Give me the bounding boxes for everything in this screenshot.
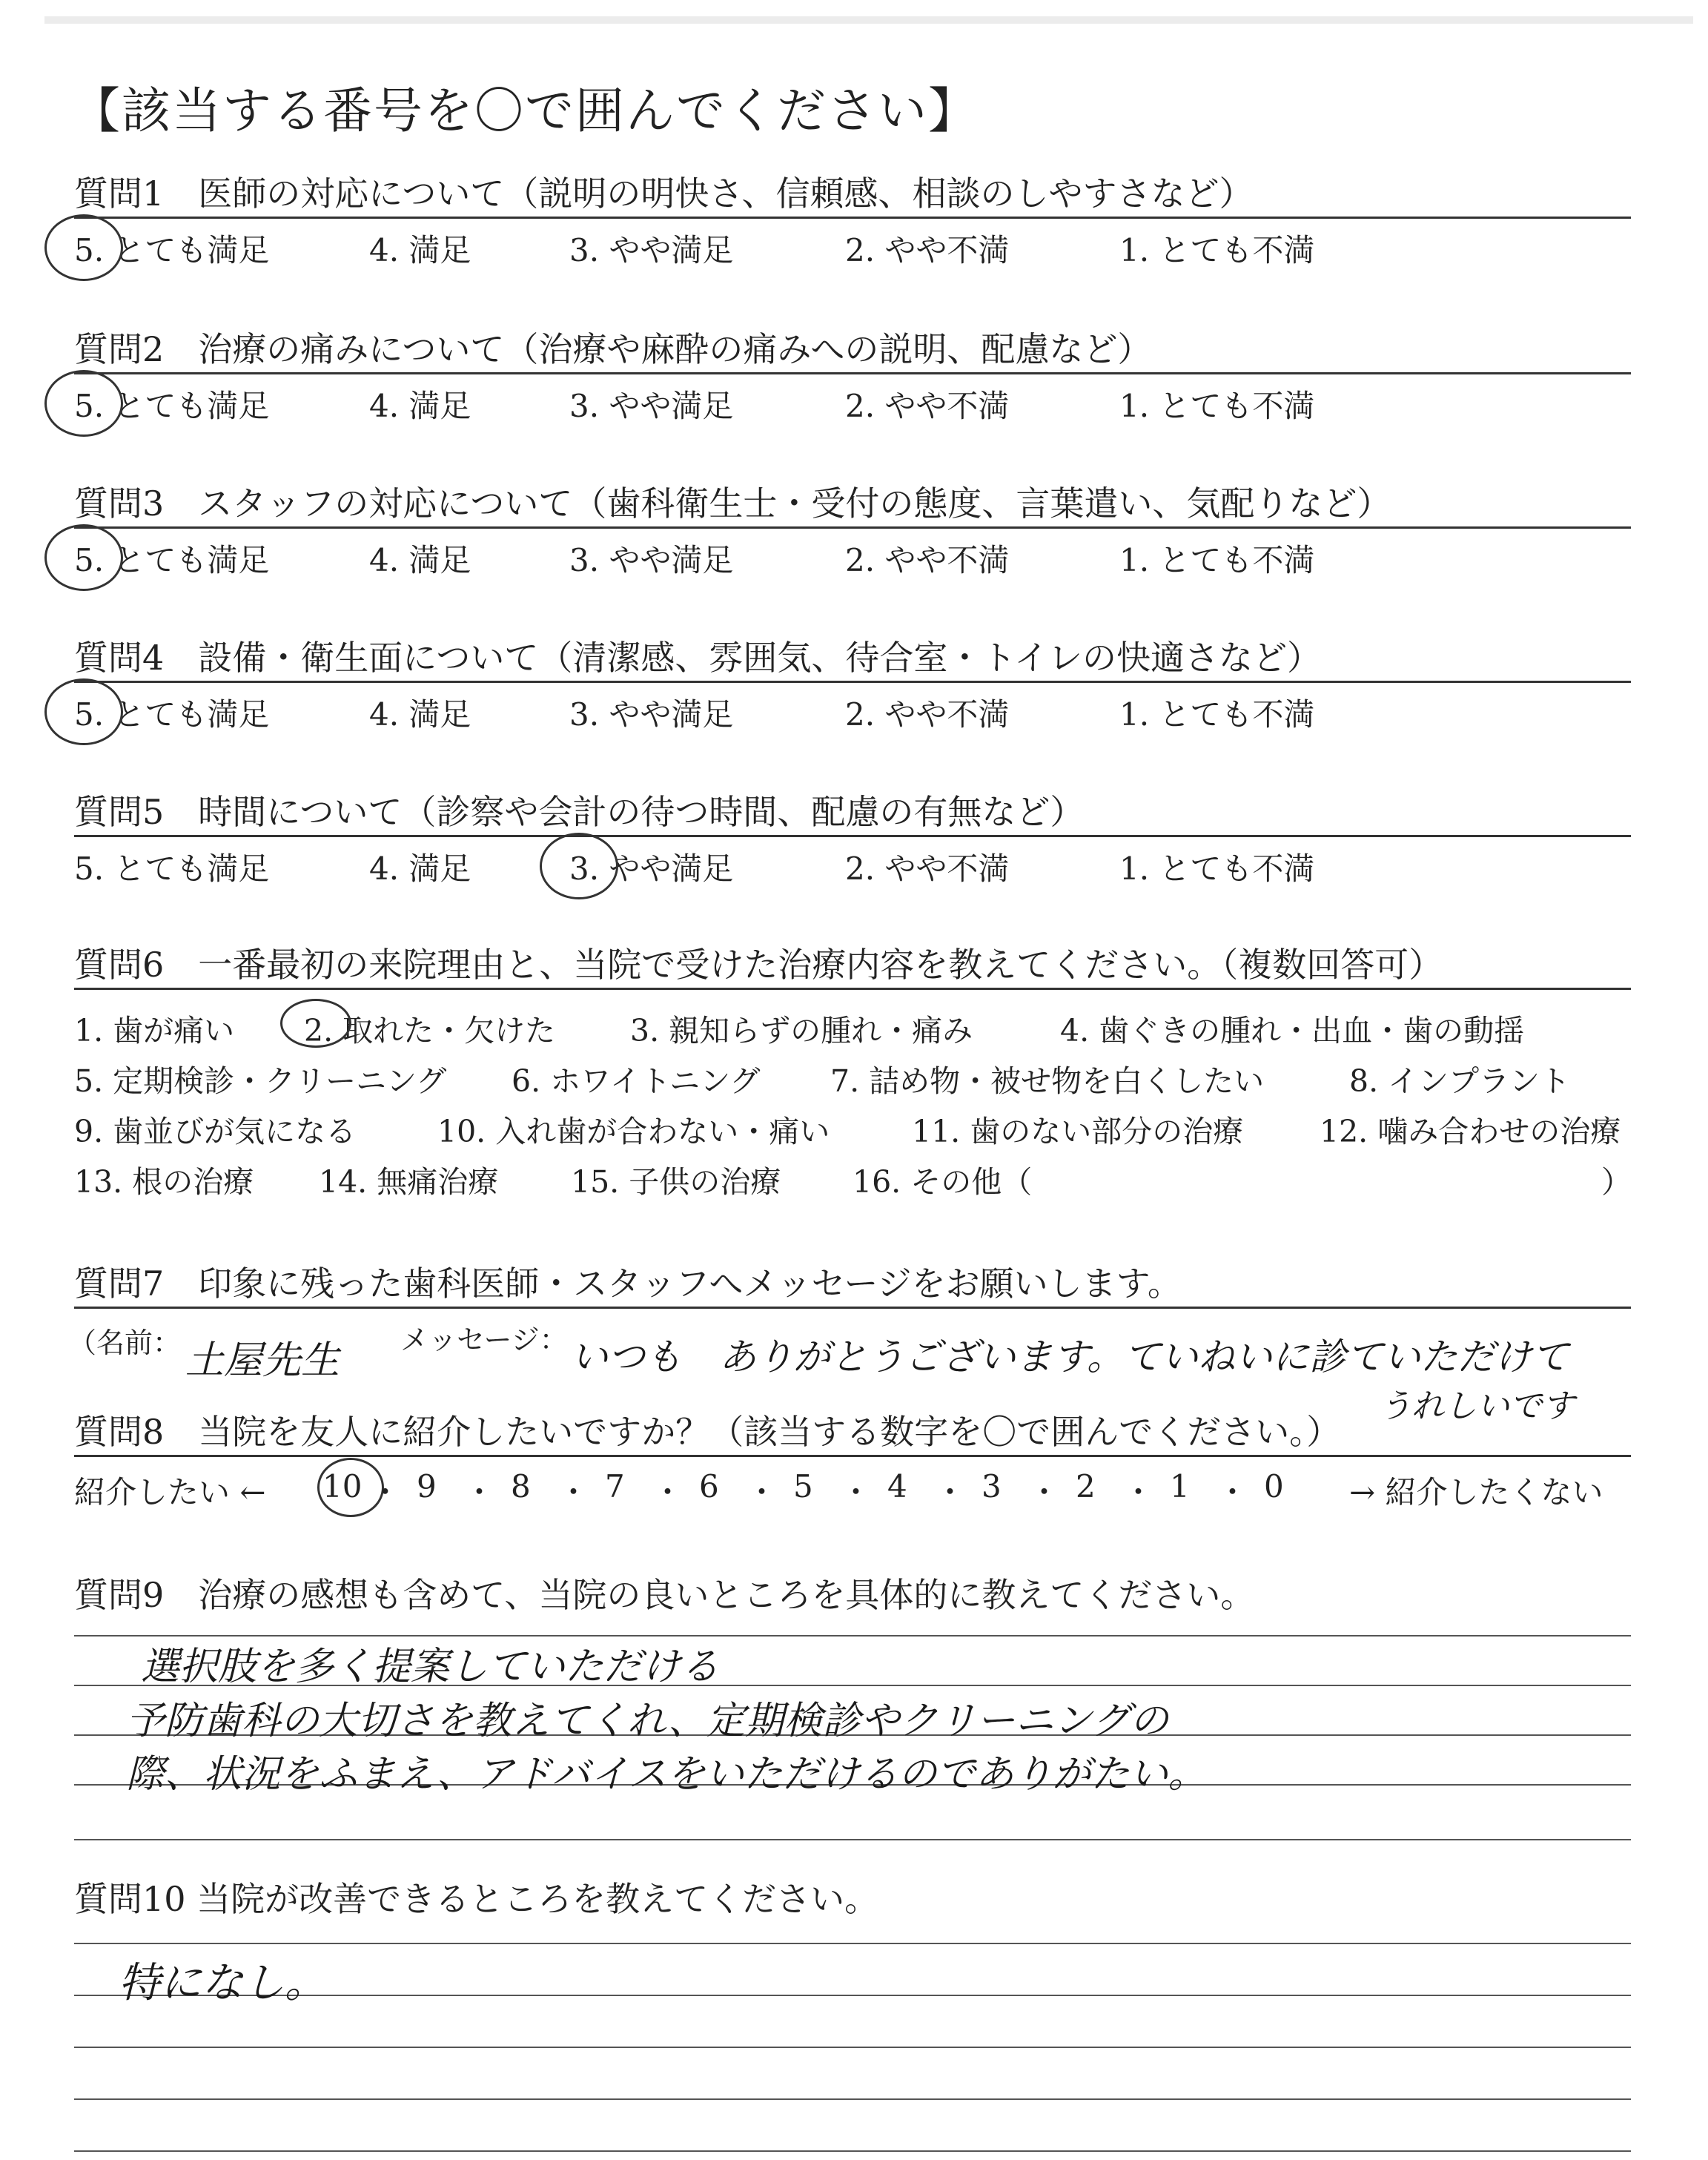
question-7	[74, 1261, 1631, 1309]
question-8	[74, 1409, 1631, 1457]
reason-item[interactable]: 11. 歯のない部分の治療	[912, 1114, 1244, 1149]
rating-option[interactable]: 2. やや不満	[845, 696, 1010, 733]
scale-value[interactable]: 6	[699, 1468, 719, 1505]
question-5-title: 質問5 時間について（診察や会計の待つ時間、配慮の有無など）	[74, 792, 1085, 832]
selection-circle	[540, 833, 618, 899]
rating-option[interactable]: 5. とても満足	[74, 851, 270, 887]
question-3	[74, 480, 1631, 581]
question-5	[74, 789, 1631, 889]
scale-value[interactable]: 3	[982, 1468, 1002, 1505]
scale-separator: ・	[557, 1474, 589, 1510]
question-2-title: 質問2 治療の痛みについて（治療や麻酔の痛みへの説明、配慮など）	[74, 329, 1152, 369]
scale-left-label: 紹介したい ←	[74, 1474, 266, 1510]
rating-options	[74, 837, 1631, 889]
answer-line	[74, 1839, 1631, 1840]
reason-item[interactable]: 14. 無痛治療	[319, 1164, 499, 1200]
rating-option[interactable]: 2. やや不満	[845, 232, 1010, 268]
reason-item[interactable]: 16. その他（	[853, 1164, 1033, 1200]
scale-separator: ・	[369, 1474, 401, 1510]
scale-separator: ・	[1122, 1474, 1154, 1510]
rating-option[interactable]: 4. 満足	[369, 232, 471, 268]
rating-option[interactable]: 1. とても不満	[1119, 696, 1315, 733]
rating-option[interactable]: 2. やや不満	[845, 542, 1010, 578]
rating-option[interactable]: 1. とても不満	[1119, 542, 1315, 578]
selection-circle	[280, 999, 351, 1048]
q9-answer-line2[interactable]: 予防歯科の大切さを教えてくれ、定期検診やクリーニングの	[126, 1699, 1169, 1743]
question-3-title: 質問3 スタッフの対応について（歯科衛生士・受付の態度、言葉遣い、気配りなど）	[74, 483, 1391, 524]
question-10	[74, 1876, 1631, 1922]
answer-line	[74, 2047, 1631, 2048]
rating-options	[74, 219, 1631, 271]
answer-line	[74, 1943, 1631, 1944]
question-8-rule	[74, 1455, 1631, 1457]
scale-separator: ・	[1028, 1474, 1060, 1510]
answer-line	[74, 2098, 1631, 2100]
scale-right-label: → 紹介したくない	[1349, 1474, 1603, 1510]
rating-option[interactable]: 1. とても不満	[1119, 851, 1315, 887]
reason-item[interactable]: 13. 根の治療	[74, 1164, 254, 1200]
message-handwritten-line1[interactable]: いつも ありがとうございます。ていねいに診ていただけて	[571, 1335, 1569, 1378]
q9-answer-line1[interactable]: 選択肢を多く提案していただける	[141, 1645, 720, 1689]
scale-value[interactable]: 5	[793, 1468, 813, 1505]
scale-separator: ・	[934, 1474, 966, 1510]
reason-item[interactable]: 1. 歯が痛い	[74, 1013, 235, 1048]
rating-option[interactable]: 4. 満足	[369, 542, 471, 578]
selection-circle	[44, 524, 123, 591]
scan-top-edge	[44, 16, 1693, 24]
reason-item[interactable]: 6. ホワイトニング	[512, 1063, 761, 1099]
page-heading: 【該当する番号を〇で囲んでください】	[71, 82, 979, 139]
rating-option[interactable]: 1. とても不満	[1119, 388, 1315, 424]
scale-value[interactable]: 8	[511, 1468, 531, 1505]
rating-option[interactable]: 3. やや満足	[569, 696, 734, 733]
rating-option[interactable]: 3. やや満足	[569, 388, 734, 424]
scale-separator: ・	[840, 1474, 872, 1510]
scale-separator: ・	[463, 1474, 495, 1510]
question-6-title: 質問6 一番最初の来院理由と、当院で受けた治療内容を教えてください。（複数回答可）	[74, 945, 1443, 985]
rating-option[interactable]: 5. とても満足	[74, 542, 270, 578]
q10-answer[interactable]: 特になし。	[119, 1959, 326, 2007]
scale-value[interactable]: 4	[887, 1468, 907, 1505]
scale-value[interactable]: 1	[1170, 1468, 1190, 1505]
scale-separator: ・	[746, 1474, 778, 1510]
scale-value[interactable]: 2	[1076, 1468, 1096, 1505]
rating-option[interactable]: 1. とても不満	[1119, 232, 1315, 268]
question-9	[74, 1572, 1631, 1618]
reason-item[interactable]: 8. インプラント	[1349, 1063, 1571, 1099]
rating-option[interactable]: 2. やや不満	[845, 851, 1010, 887]
rating-option[interactable]: 3. やや満足	[569, 542, 734, 578]
reason-item[interactable]: 4. 歯ぐきの腫れ・出血・歯の動揺	[1060, 1013, 1525, 1048]
selection-circle	[44, 678, 123, 745]
question-2	[74, 326, 1631, 426]
reason-item[interactable]: 3. 親知らずの腫れ・痛み	[630, 1013, 973, 1048]
question-7-title: 質問7 印象に残った歯科医師・スタッフへメッセージをお願いします。	[74, 1264, 1182, 1304]
rating-option[interactable]: 5. とても満足	[74, 696, 270, 733]
answer-line	[74, 2150, 1631, 2152]
question-1	[74, 171, 1631, 271]
reason-list	[74, 990, 1631, 1212]
reason-item[interactable]: 5. 定期検診・クリーニング	[74, 1063, 447, 1099]
question-6	[74, 942, 1631, 1212]
rating-option[interactable]: 4. 満足	[369, 696, 471, 733]
rating-option[interactable]: 5. とても満足	[74, 388, 270, 424]
reason-item[interactable]: ）	[1601, 1164, 1632, 1200]
rating-option[interactable]: 2. やや不満	[845, 388, 1010, 424]
name-label: （名前：	[68, 1327, 182, 1359]
message-handwritten-line2[interactable]: うれしいです	[1379, 1387, 1575, 1425]
question-9-title: 質問9 治療の感想も含めて、当院の良いところを具体的に教えてください。	[74, 1575, 1255, 1615]
question-4-title: 質問4 設備・衛生面について（清潔感、雰囲気、待合室・トイレの快適さなど）	[74, 638, 1322, 678]
scale-value[interactable]: 10	[322, 1468, 363, 1505]
q9-answer-line3[interactable]: 際、状況をふまえ、アドバイスをいただけるのでありがたい。	[126, 1752, 1207, 1797]
scale-value[interactable]: 9	[417, 1468, 437, 1505]
selection-circle	[44, 370, 123, 437]
reason-item[interactable]: 12. 噛み合わせの治療	[1320, 1114, 1621, 1149]
scale-value[interactable]: 0	[1264, 1468, 1284, 1505]
scale-separator: ・	[652, 1474, 683, 1510]
question-4	[74, 635, 1631, 735]
rating-option[interactable]: 3. やや満足	[569, 851, 734, 887]
referral-scale	[74, 1468, 1631, 1520]
name-handwritten[interactable]: 土屋先生	[185, 1338, 340, 1383]
rating-option[interactable]: 4. 満足	[369, 388, 471, 424]
rating-option[interactable]: 4. 満足	[369, 851, 471, 887]
reason-item[interactable]: 7. 詰め物・被せ物を白くしたい	[830, 1063, 1265, 1099]
reason-item[interactable]: 9. 歯並びが気になる	[74, 1114, 357, 1149]
question-1-title: 質問1 医師の対応について（説明の明快さ、信頼感、相談のしやすさなど）	[74, 174, 1254, 214]
scale-separator: ・	[1217, 1474, 1248, 1510]
reason-item[interactable]: 15. 子供の治療	[571, 1164, 781, 1200]
message-label: メッセージ：	[400, 1324, 568, 1356]
rating-option[interactable]: 3. やや満足	[569, 232, 734, 268]
rating-options	[74, 683, 1631, 735]
rating-options	[74, 529, 1631, 581]
rating-option[interactable]: 5. とても満足	[74, 232, 270, 268]
question-8-title: 質問8 当院を友人に紹介したいですか？（該当する数字を〇で囲んでください。）	[74, 1412, 1341, 1452]
rating-options	[74, 374, 1631, 426]
reason-item[interactable]: 10. 入れ歯が合わない・痛い	[437, 1114, 830, 1149]
reason-item[interactable]: 2. 取れた・欠けた	[304, 1013, 556, 1048]
question-10-title: 質問10 当院が改善できるところを教えてください。	[74, 1879, 879, 1919]
question-7-rule	[74, 1307, 1631, 1309]
scale-value[interactable]: 7	[605, 1468, 625, 1505]
selection-circle	[44, 214, 123, 281]
